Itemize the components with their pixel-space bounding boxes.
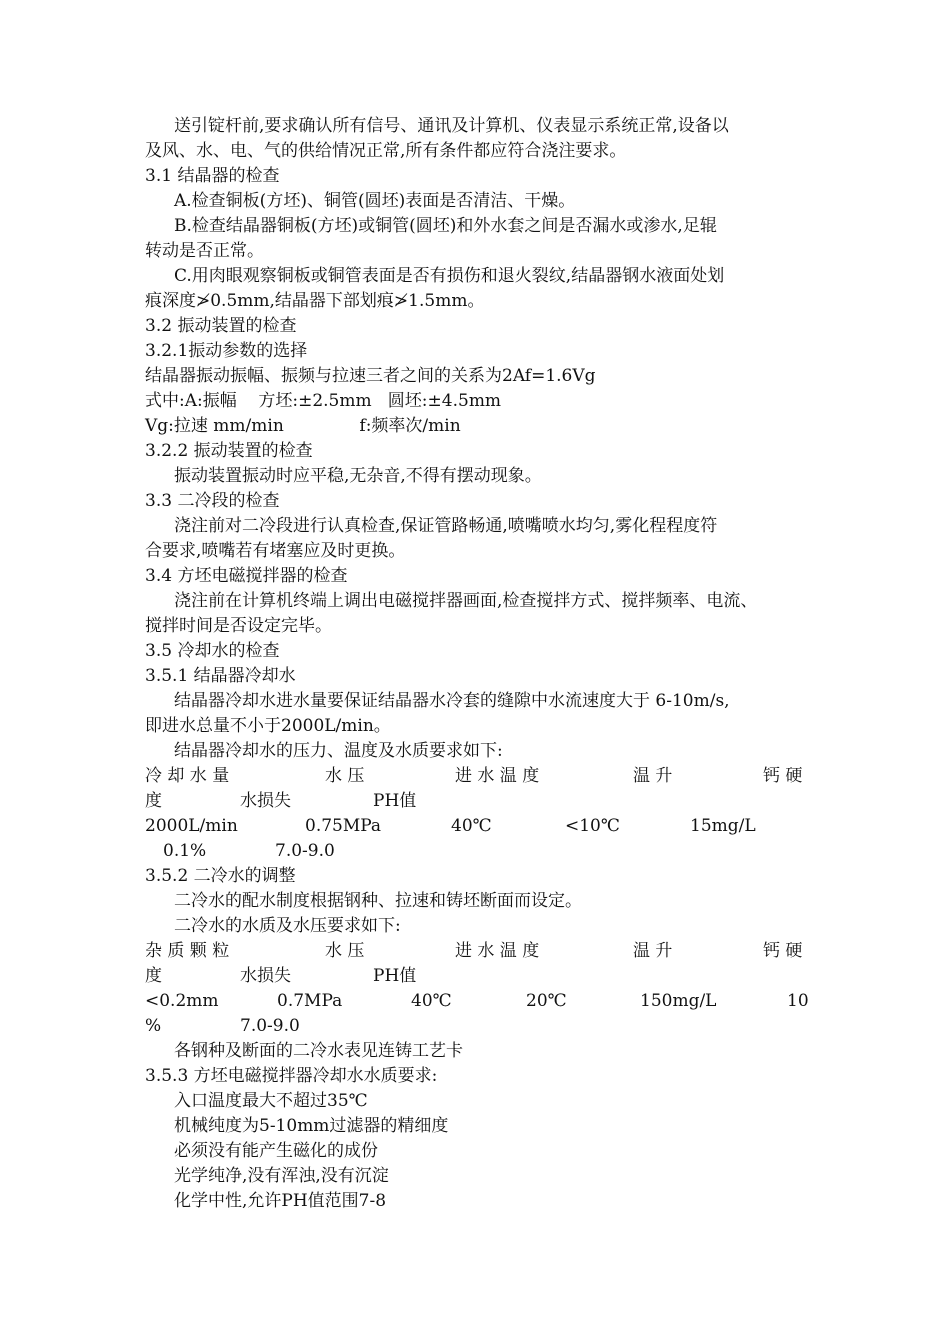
text-line: 二冷水的水质及水压要求如下:	[174, 916, 401, 936]
section-heading: 3.4 方坯电磁搅拌器的检查	[145, 566, 348, 586]
text-line: 及风、水、电、气的供给情况正常,所有条件都应符合浇注要求。	[145, 141, 627, 161]
table1-value-cell: 2000L/min	[145, 816, 238, 836]
table2-header-cell: 温 升	[633, 941, 673, 961]
text-line: 光学纯净,没有浑浊,没有沉淀	[174, 1166, 389, 1186]
section-heading: 3.2 振动装置的检查	[145, 316, 297, 336]
table1-header-cell: 度	[145, 791, 162, 811]
table2-header-cell: 水 压	[325, 941, 365, 961]
table2-value-cell: 7.0-9.0	[240, 1016, 300, 1036]
text-line: 浇注前对二冷段进行认真检查,保证管路畅通,喷嘴喷水均匀,雾化程程度符	[174, 516, 718, 536]
text-line: 必须没有能产生磁化的成份	[174, 1141, 378, 1161]
table1-header-cell: 冷 却 水 量	[145, 766, 230, 786]
text-line: 即进水总量不小于2000L/min。	[145, 716, 391, 736]
table1-header-cell: PH值	[373, 791, 417, 811]
table2-header-cell: 进 水 温 度	[455, 941, 540, 961]
text-line: C.用肉眼观察铜板或铜管表面是否有损伤和退火裂纹,结晶器钢水液面处划	[174, 266, 725, 286]
table1-value-cell: 0.75MPa	[305, 816, 382, 836]
text-line: 入口温度最大不超过35℃	[174, 1091, 368, 1111]
section-heading: 3.5.2 二冷水的调整	[145, 866, 296, 886]
text-line: 痕深度≯0.5mm,结晶器下部划痕≯1.5mm。	[145, 291, 485, 311]
table2-header-wrap-row	[145, 964, 810, 988]
text-line: B.检查结晶器铜板(方坯)或铜管(圆坯)和外水套之间是否漏水或渗水,足辊	[174, 216, 717, 236]
text-line: 结晶器振动振幅、振频与拉速三者之间的关系为2Af=1.6Vg	[145, 366, 596, 386]
table1-header-cell: 钙 硬	[763, 766, 803, 786]
table1-header-cell: 水 压	[325, 766, 365, 786]
table2-value-row	[145, 989, 810, 1013]
table2-value-cell: 150mg/L	[640, 991, 717, 1011]
text-line: 机械纯度为5-10mm过滤器的精细度	[174, 1116, 449, 1136]
table2-header-cell: 水损失	[240, 966, 291, 986]
table1-value-cell: 0.1%	[163, 841, 207, 861]
table1-value-cell: <10℃	[565, 816, 620, 836]
table1-header-row	[145, 764, 810, 788]
section-heading: 3.5.1 结晶器冷却水	[145, 666, 296, 686]
text-line: 化学中性,允许PH值范围7-8	[174, 1191, 387, 1211]
text-line: Vg:拉速 mm/min f:频率次/min	[145, 416, 461, 436]
text-line: 结晶器冷却水进水量要保证结晶器水冷套的缝隙中水流速度大于 6-10m/s,	[174, 691, 730, 711]
text-line: 转动是否正常。	[145, 241, 264, 261]
text-line: A.检查铜板(方坯)、铜管(圆坯)表面是否清洁、干燥。	[174, 191, 576, 211]
table1-value-cell: 7.0-9.0	[275, 841, 335, 861]
text-line: 振动装置振动时应平稳,无杂音,不得有摆动现象。	[174, 466, 542, 486]
table2-value-cell: 20℃	[526, 991, 567, 1011]
text-line: 结晶器冷却水的压力、温度及水质要求如下:	[174, 741, 503, 761]
text-line: 浇注前在计算机终端上调出电磁搅拌器画面,检查搅拌方式、搅拌频率、电流、	[174, 591, 758, 611]
table2-value-wrap-row	[145, 1014, 810, 1038]
section-heading: 3.3 二冷段的检查	[145, 491, 280, 511]
table1-value-row	[145, 814, 810, 838]
table1-header-cell: 水损失	[240, 791, 291, 811]
text-line: 各钢种及断面的二冷水表见连铸工艺卡	[174, 1041, 463, 1061]
section-heading: 3.5 冷却水的检查	[145, 641, 280, 661]
table1-value-cell: 15mg/L	[690, 816, 756, 836]
table1-header-cell: 温 升	[633, 766, 673, 786]
section-heading: 3.1 结晶器的检查	[145, 166, 280, 186]
table2-header-row	[145, 939, 810, 963]
table1-value-wrap-row	[145, 839, 810, 863]
section-heading: 3.5.3 方坯电磁搅拌器冷却水水质要求:	[145, 1066, 438, 1086]
table2-value-cell: 10	[787, 991, 809, 1011]
table2-value-cell: %	[145, 1016, 162, 1036]
table1-header-wrap-row	[145, 789, 810, 813]
table1-value-cell: 40℃	[451, 816, 492, 836]
text-line: 合要求,喷嘴若有堵塞应及时更换。	[145, 541, 406, 561]
table2-header-cell: 度	[145, 966, 162, 986]
table2-value-cell: 0.7MPa	[277, 991, 343, 1011]
table2-header-cell: PH值	[373, 966, 417, 986]
table1-header-cell: 进 水 温 度	[455, 766, 540, 786]
table2-value-cell: 40℃	[411, 991, 452, 1011]
section-heading: 3.2.1振动参数的选择	[145, 341, 308, 361]
section-heading: 3.2.2 振动装置的检查	[145, 441, 313, 461]
table2-header-cell: 钙 硬	[763, 941, 803, 961]
table2-header-cell: 杂 质 颗 粒	[145, 941, 230, 961]
text-line: 搅拌时间是否设定完毕。	[145, 616, 332, 636]
table2-value-cell: <0.2mm	[145, 991, 219, 1011]
text-line: 送引锭杆前,要求确认所有信号、通讯及计算机、仪表显示系统正常,设备以	[174, 116, 729, 136]
text-line: 式中:A:振幅 方坯:±2.5mm 圆坯:±4.5mm	[145, 391, 502, 411]
text-line: 二冷水的配水制度根据钢种、拉速和铸坯断面而设定。	[174, 891, 582, 911]
